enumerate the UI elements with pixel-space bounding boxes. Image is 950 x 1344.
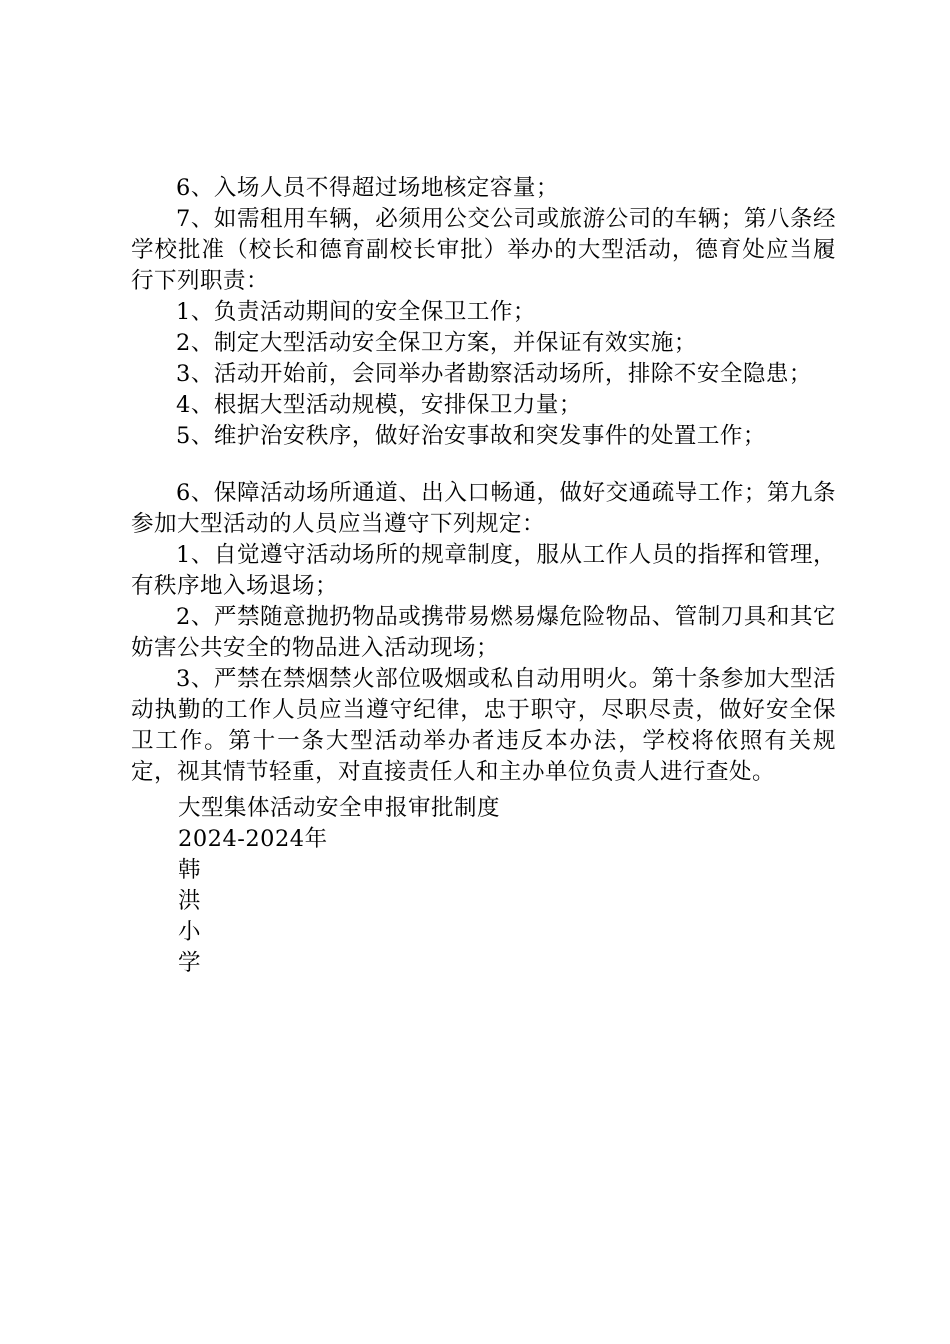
paragraph-gap [131,452,836,478]
document-page [131,173,836,979]
paragraph-duty-5: 5、维护治安秩序，做好治安事故和突发事件的处置工作； [176,423,766,449]
document-title: 大型集体活动安全申报审批制度 [178,795,501,821]
paragraph-item-6-capacity: 6、入场人员不得超过场地核定容量； [176,175,559,201]
school-name-char: 洪 [178,888,202,914]
school-name-char: 学 [178,950,202,976]
school-name-char: 韩 [178,857,202,883]
document-footer [131,793,836,979]
paragraph-duty-2: 2、制定大型活动安全保卫方案，并保证有效实施； [176,330,697,356]
paragraph-rule-1: 1、自觉遵守活动场所的规章制度，服从工作人员的指挥和管理，有秩序地入场退场； [131,542,836,599]
document-year: 2024-2024年 [178,826,328,852]
school-name-char: 小 [178,919,202,945]
paragraph-item-7-vehicles: 7、如需租用车辆，必须用公交公司或旅游公司的车辆；第八条经学校批准（校长和德育副校长审批）举办的大型活动，德育处应当履行下列职责： [131,206,836,294]
paragraph-duty-3: 3、活动开始前，会同举办者勘察活动场所，排除不安全隐患； [176,361,812,387]
paragraph-duty-4: 4、根据大型活动规模，安排保卫力量； [176,392,582,418]
paragraph-rule-3: 3、严禁在禁烟禁火部位吸烟或私自动用明火。第十条参加大型活动执勤的工作人员应当遵守纪律，忠于职守，尽职尽责，做好安全保卫工作。第十一条大型活动举办者违反本办法，学校将依照有关规定，视其情节轻重，对直接责任人和主办单位负责人进行查处。 [131,666,836,785]
paragraph-duty-6: 6、保障活动场所通道、出入口畅通，做好交通疏导工作；第九条参加大型活动的人员应当遵守下列规定： [131,480,836,537]
paragraph-rule-2: 2、严禁随意抛扔物品或携带易燃易爆危险物品、管制刀具和其它妨害公共安全的物品进入活动现场； [131,604,836,661]
paragraph-duty-1: 1、负责活动期间的安全保卫工作； [176,299,536,325]
